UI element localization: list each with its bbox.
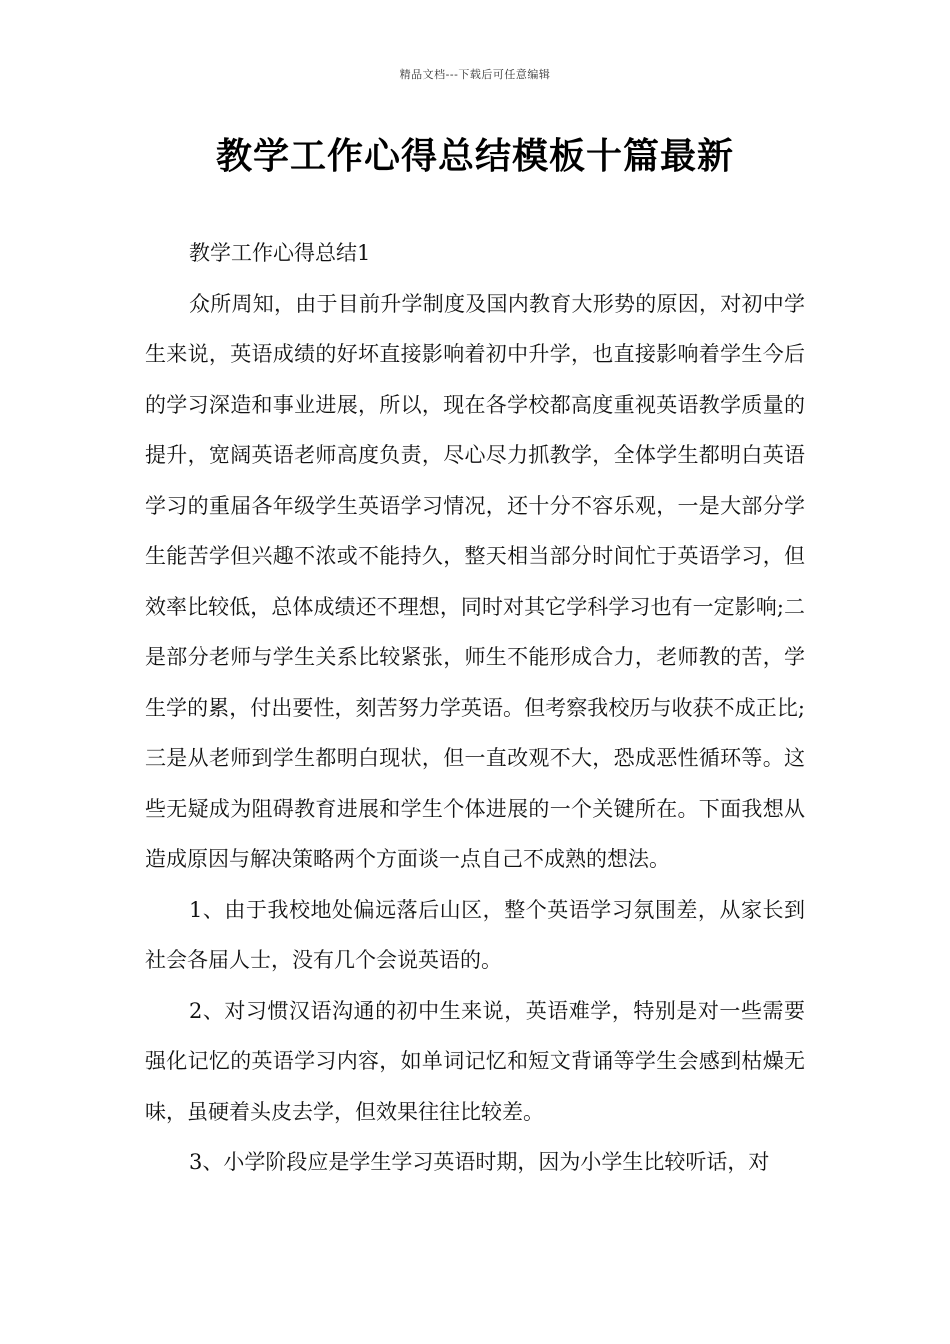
document-body — [145, 228, 805, 1188]
paragraph-point-2: 2、对习惯汉语沟通的初中生来说，英语难学，特别是对一些需要强化记忆的英语学习内容，如单词记忆和短文背诵等学生会感到枯燥无味，虽硬着头皮去学，但效果往往比较差。 — [145, 998, 805, 1124]
section-heading: 教学工作心得总结1 — [189, 241, 371, 265]
paragraph-point-1: 1、由于我校地处偏远落后山区，整个英语学习氛围差，从家长到社会各届人士，没有几个会说英语的。 — [145, 897, 805, 972]
paragraph-intro: 众所周知，由于目前升学制度及国内教育大形势的原因，对初中学生来说，英语成绩的好坏直接影响着初中升学，也直接影响着学生今后的学习深造和事业进展，所以，现在各学校都高度重视英语教学质量的提升，宽阔英语老师高度负责，尽心尽力抓教学，全体学生都明白英语学习的重届各年级学生英语学习情况，还十分不容乐观，一是大部分学生能苦学但兴趣不浓或不能持久，整天相当部分时间忙于英语学习，但效率比较低，总体成绩还不理想，同时对其它学科学习也有一定影响;二是部分老师与学生关系比较紧张，师生不能形成合力，老师教的苦，学生学的累，付出要性，刻苦努力学英语。但考察我校历与收获不成正比;三是从老师到学生都明白现状，但一直改观不大，恐成恶性循环等。这些无疑成为阻碍教育进展和学生个体进展的一个关键所在。下面我想从造成原因与解决策略两个方面谈一点自己不成熟的想法。 — [145, 291, 805, 871]
paragraph-point-3: 3、小学阶段应是学生学习英语时期，因为小学生比较听话，对 — [189, 1150, 770, 1174]
document-header-note: 精品文档---下载后可任意编辑 — [399, 68, 551, 81]
document-title: 教学工作心得总结模板十篇最新 — [215, 136, 734, 177]
